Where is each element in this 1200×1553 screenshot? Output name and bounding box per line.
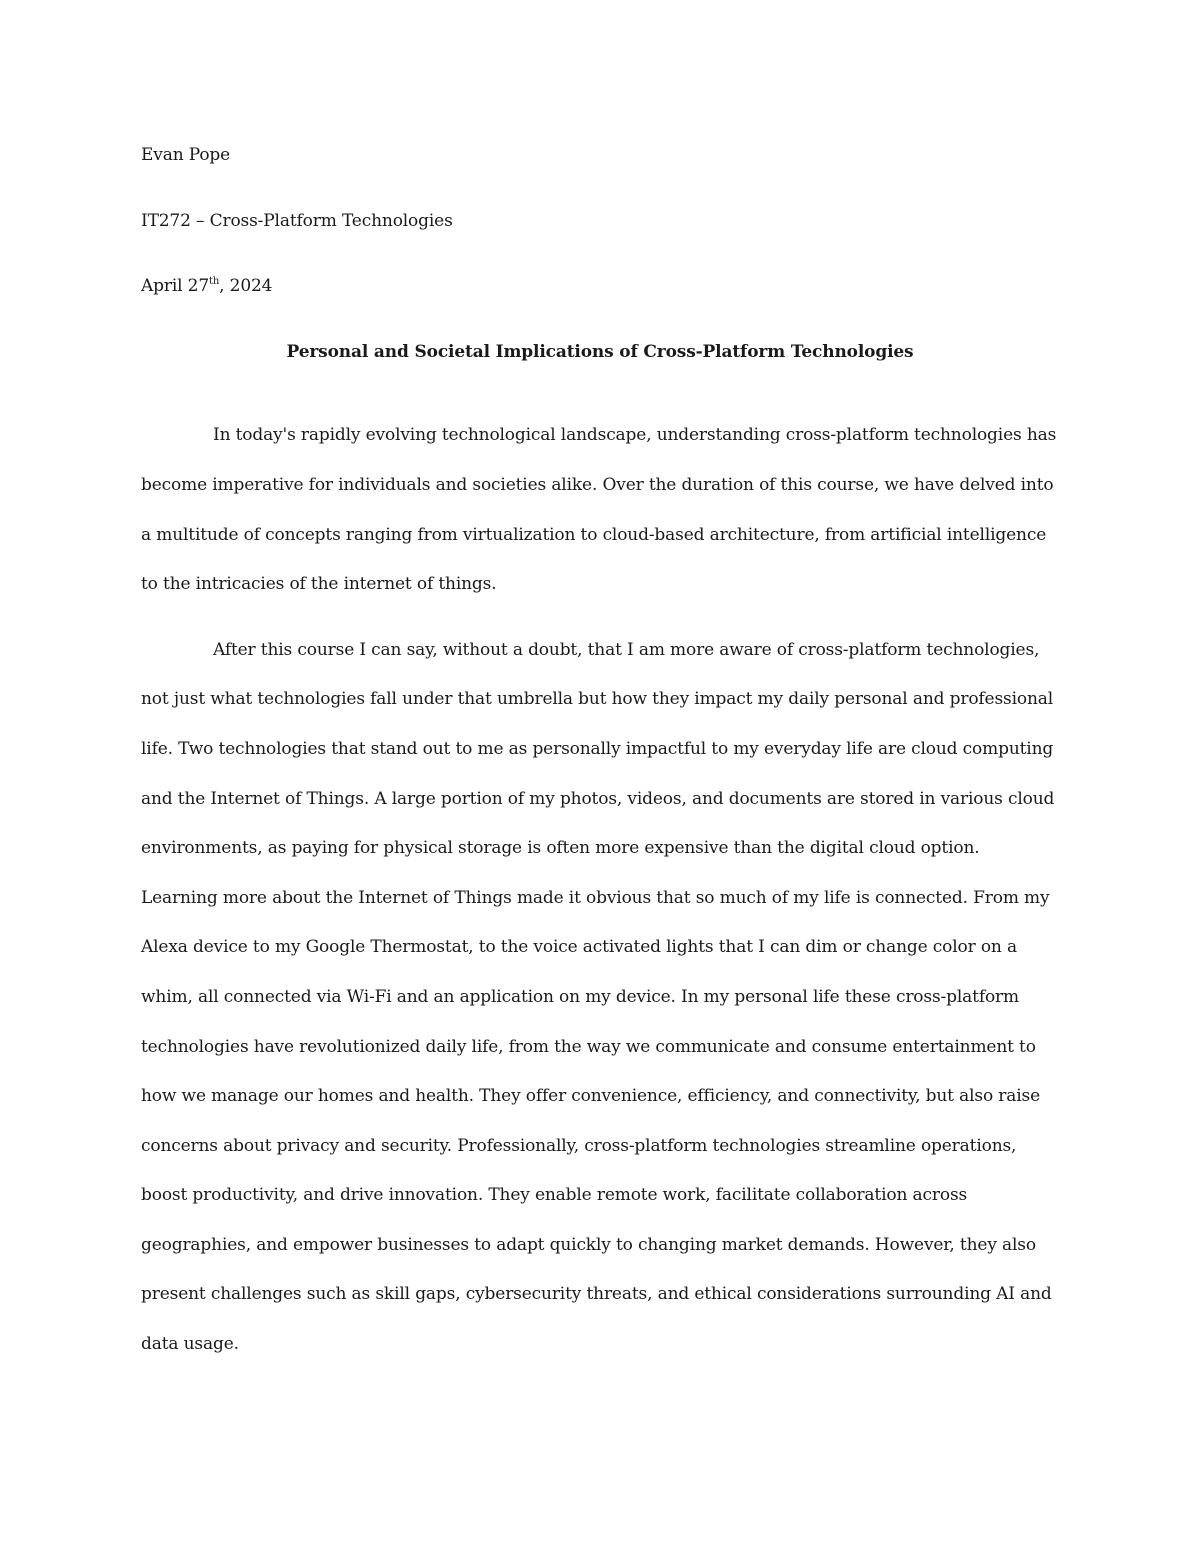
course-name: IT272 – Cross-Platform Technologies [141,210,453,231]
document-date [141,262,1059,312]
date-month-day: April 27 [141,276,209,297]
date-ordinal-suffix: th [209,276,220,288]
author-name: Evan Pope [141,145,231,165]
paragraph-body: After this course I can say, without a doubt, that I am more aware of cross-platform technologies, not just what technologies fall under that umbrella but how they impact my daily personal and professional life. Two technologies that stand out to me as personally impactful to my everyday life are cloud computing and the Internet of Things. A large portion of my photos, videos, and documents are stored in various cloud environments, as paying for physical storage is often more expensive than the digital cloud option. Learning more about the Internet of Things made it obvious that so much of my life is connected. From my Alexa device to my Google Thermostat, to the voice activated lights that I can dim or change color on a whim, all connected via Wi-Fi and an application on my device. In my personal life these cross-platform technologies have revolutionized daily life, from the way we communicate and consume entertainment to how we manage our homes and health. They offer convenience, efficiency, and connectivity, but also raise concerns about privacy and security. Professionally, cross-platform technologies streamline operations, boost productivity, and drive innovation. They enable remote work, facilitate collaboration across geographies, and empower businesses to adapt quickly to changing market demands. However, they also present challenges such as skill gaps, cybersecurity threats, and ethical considerations surrounding AI and data usage. [141,639,1055,1355]
document-title: Personal and Societal Implications of Cross-Platform Technologies [286,341,914,362]
paragraph-intro: In today's rapidly evolving technological landscape, understanding cross-platform technologies has become imperative for individuals and societies alike. Over the duration of this course, we have delved into a multitude of concepts ranging from virtualization to cloud-based architecture, from artificial intelligence to the intricacies of the internet of things. [141,425,1057,595]
date-year: , 2024 [219,276,273,297]
document-body [141,131,1059,1370]
